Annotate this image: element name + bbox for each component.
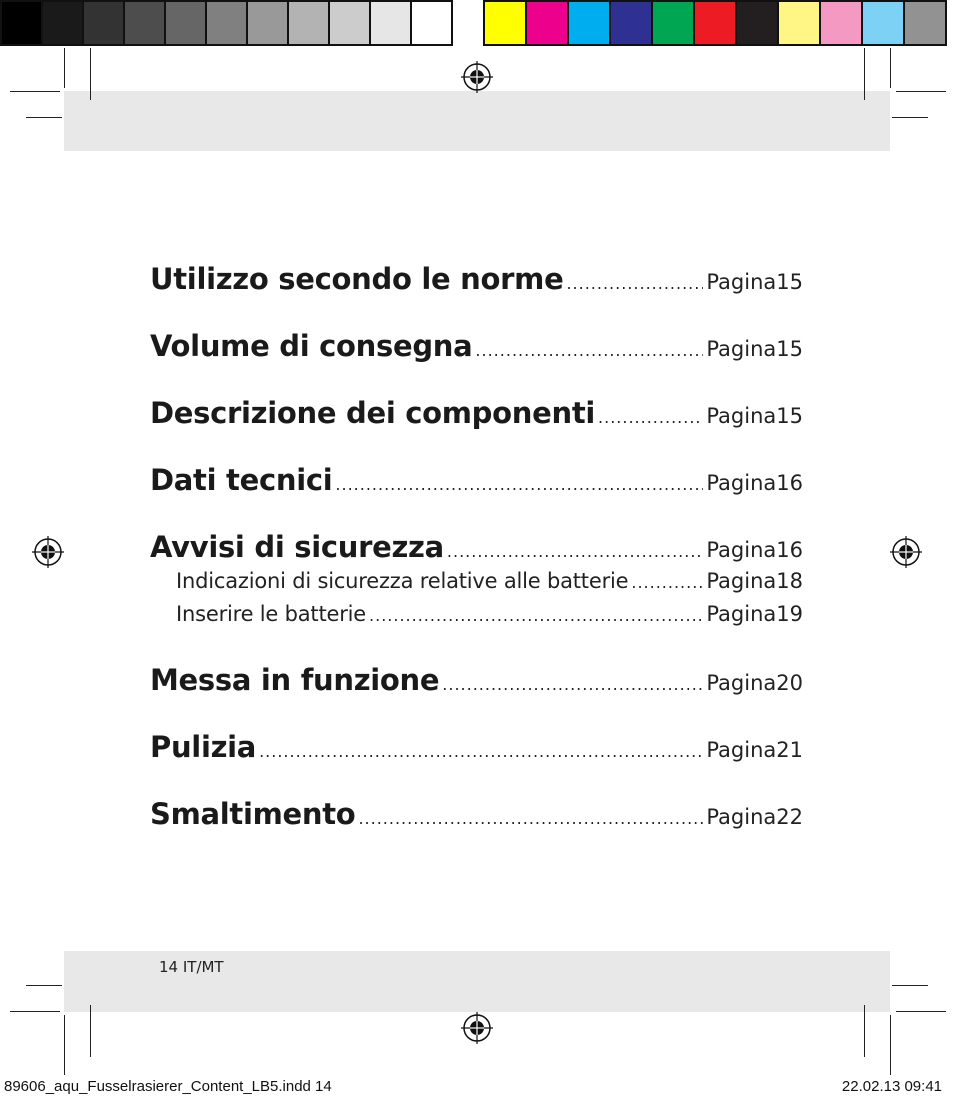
toc-entry-title: Smaltimento — [150, 797, 356, 831]
dot-leader — [475, 341, 703, 360]
color-swatch — [693, 0, 737, 46]
crop-mark — [26, 985, 62, 986]
page-label: Pagina — [706, 270, 777, 294]
toc-entry — [150, 329, 803, 363]
color-swatch — [567, 0, 611, 46]
color-swatch — [651, 0, 695, 46]
page-label: Pagina — [706, 404, 777, 428]
crop-mark — [890, 1015, 891, 1075]
file-slug: 89606_aqu_Fusselrasierer_Content_LB5.indd 14 — [4, 1078, 332, 1095]
dot-leader — [358, 809, 703, 828]
page-label: Pagina — [706, 805, 777, 829]
page-number-footer: 14 IT/MT — [159, 958, 224, 976]
crop-mark — [64, 1015, 65, 1075]
toc-entry-title: Avvisi di sicurezza — [150, 530, 444, 564]
color-swatch — [609, 0, 653, 46]
page-number: 19 — [776, 602, 803, 626]
gray-swatch — [328, 0, 371, 46]
page-number: 22 — [776, 805, 803, 829]
gray-swatch — [205, 0, 248, 46]
crop-mark — [864, 1005, 865, 1057]
toc-entry-title: Volume di consegna — [150, 329, 473, 363]
dot-leader — [447, 542, 703, 561]
color-swatch — [525, 0, 569, 46]
registration-mark-icon — [32, 536, 64, 568]
gray-swatch — [287, 0, 330, 46]
page-number: 20 — [776, 671, 803, 695]
toc-entry-title: Dati tecnici — [150, 463, 333, 497]
dot-leader — [442, 675, 703, 694]
toc-entry-title: Descrizione dei componenti — [150, 396, 596, 430]
crop-mark — [90, 48, 91, 100]
dot-leader — [369, 606, 703, 625]
page-number: 21 — [776, 738, 803, 762]
registration-mark-icon — [461, 61, 493, 93]
header-band — [64, 91, 890, 151]
page-number: 16 — [776, 538, 803, 562]
color-swatch — [903, 0, 947, 46]
dot-leader — [259, 742, 703, 761]
toc-entry-title: Pulizia — [150, 730, 257, 764]
crop-mark — [896, 1011, 946, 1012]
gray-swatch — [410, 0, 453, 46]
toc-subentry — [150, 602, 803, 626]
gray-swatch — [369, 0, 412, 46]
toc-entry — [150, 730, 803, 764]
crop-mark — [64, 48, 65, 88]
page-number: 15 — [776, 270, 803, 294]
gray-swatch — [0, 0, 43, 46]
dot-leader — [598, 408, 703, 427]
color-swatch — [861, 0, 905, 46]
gray-swatch — [123, 0, 166, 46]
dot-leader — [335, 475, 703, 494]
page-label: Pagina — [706, 471, 777, 495]
page-number: 15 — [776, 337, 803, 361]
crop-mark — [864, 48, 865, 100]
toc-entry — [150, 396, 803, 430]
color-swatch — [735, 0, 779, 46]
crop-mark — [892, 117, 928, 118]
page-label: Pagina — [706, 738, 777, 762]
toc-entry — [150, 262, 803, 296]
crop-mark — [26, 117, 62, 118]
toc-entry-title: Indicazioni di sicurezza relative alle batterie — [176, 569, 629, 593]
color-bar — [483, 0, 945, 46]
toc-entry — [150, 797, 803, 831]
grayscale-bar — [0, 0, 451, 46]
toc-entry — [150, 463, 803, 497]
crop-mark — [10, 1011, 60, 1012]
registration-mark-icon — [890, 536, 922, 568]
page-label: Pagina — [706, 671, 777, 695]
page-number: 15 — [776, 404, 803, 428]
gray-swatch — [82, 0, 125, 46]
color-swatch — [777, 0, 821, 46]
toc-entry-title: Inserire le batterie — [176, 602, 367, 626]
page-label: Pagina — [706, 569, 777, 593]
page-label: Pagina — [706, 337, 777, 361]
dot-leader — [566, 274, 703, 293]
gray-swatch — [164, 0, 207, 46]
dot-leader — [631, 573, 703, 592]
page-number: 16 — [776, 471, 803, 495]
crop-mark — [892, 985, 928, 986]
page-label: Pagina — [706, 602, 777, 626]
page-number: 18 — [776, 569, 803, 593]
gray-swatch — [246, 0, 289, 46]
toc-entry-title: Messa in funzione — [150, 663, 440, 697]
color-swatch — [819, 0, 863, 46]
crop-mark — [890, 48, 891, 88]
crop-mark — [896, 91, 946, 92]
toc-entry — [150, 663, 803, 697]
crop-mark — [90, 1005, 91, 1057]
toc-entry — [150, 530, 803, 564]
toc-entry-title: Utilizzo secondo le norme — [150, 262, 564, 296]
toc-subentry — [150, 569, 803, 593]
crop-mark — [10, 91, 60, 92]
print-timestamp: 22.02.13 09:41 — [841, 1078, 942, 1095]
registration-mark-icon — [461, 1012, 493, 1044]
page-label: Pagina — [706, 538, 777, 562]
gray-swatch — [41, 0, 84, 46]
color-swatch — [483, 0, 527, 46]
